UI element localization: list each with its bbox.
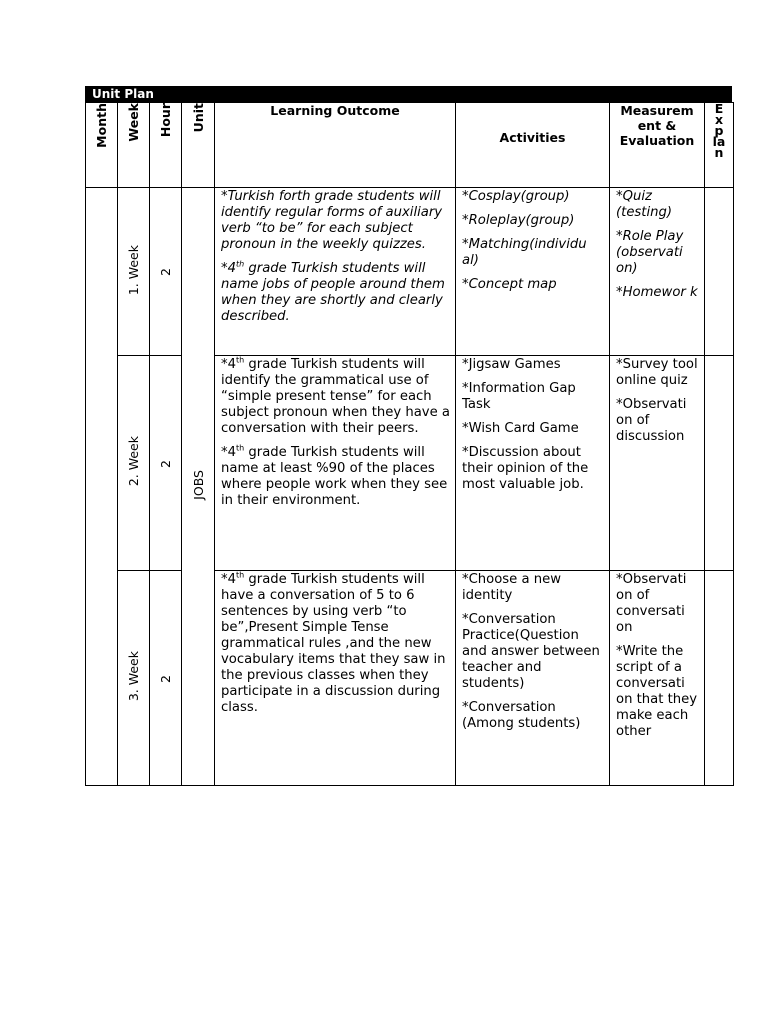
- month-cell: [86, 188, 118, 786]
- header-learning-outcome: Learning Outcome: [215, 103, 456, 188]
- hour-cell: 2: [150, 356, 182, 571]
- explanation-cell: [705, 188, 734, 356]
- activities-cell: [456, 571, 610, 786]
- hour-cell: 2: [150, 571, 182, 786]
- header-month: Month: [86, 103, 118, 188]
- list-item: *Role Play (observati on): [616, 229, 684, 276]
- list-item: *Conversation Practice(Question and answer between teacher and students): [462, 612, 600, 691]
- measurement-cell: [610, 571, 705, 786]
- list-item: *Quiz (testing): [616, 189, 673, 220]
- learning-outcome-item: *4th grade Turkish students will have a conversation of 5 to 6 sentences by using verb “to be”,Present Simple Tense grammatical rules ,and the new vocabulary items that they saw in the previous classes when they participate in a discussion during class.: [221, 570, 446, 715]
- explanation-letter: n: [714, 145, 724, 160]
- list-item: *Homewor k: [616, 285, 698, 300]
- outcome-cell: [215, 571, 456, 786]
- unit-plan-title: Unit Plan: [85, 86, 732, 102]
- list-item: *Wish Card Game: [462, 421, 579, 436]
- list-item: *Observati on of discussion: [616, 397, 687, 444]
- list-item: *Discussion about their opinion of the most valuable job.: [462, 445, 589, 492]
- list-item: *Matching(individu al): [462, 237, 587, 268]
- week-cell: 2. Week: [118, 356, 150, 571]
- list-item: *Concept map: [462, 277, 557, 292]
- learning-outcome-item: *4th grade Turkish students will name at least %90 of the places where people work when they see in their environment.: [221, 443, 448, 508]
- explanation-letter: E: [714, 101, 724, 116]
- header-week: Week: [118, 103, 150, 188]
- list-item: *Observati on of conversati on: [616, 572, 687, 635]
- header-measurement: Measurem ent & Evaluation: [610, 103, 705, 188]
- activities-cell: [456, 356, 610, 571]
- explanation-letter: la: [712, 134, 726, 149]
- hour-cell: 2: [150, 188, 182, 356]
- week-cell: 3. Week: [118, 571, 150, 786]
- learning-outcome-item: *4th grade Turkish students will identify the grammatical use of “simple present tense” for each subject pronoun when they have a conversation with their peers.: [221, 355, 450, 436]
- measurement-cell: [610, 188, 705, 356]
- list-item: *Information Gap Task: [462, 381, 576, 412]
- list-item: *Cosplay(group): [462, 189, 570, 204]
- header-hour: Hour: [150, 103, 182, 188]
- learning-outcome-item: *Turkish forth grade students will identify regular forms of auxiliary verb “to be” for each subject pronoun in the weekly quizzes.: [221, 189, 443, 252]
- list-item: *Survey tool online quiz: [616, 357, 698, 388]
- activities-cell: [456, 188, 610, 356]
- outcome-cell: [215, 356, 456, 571]
- learning-outcome-item: *4th grade Turkish students will name jobs of people around them when they are shortly and clearly described.: [221, 259, 445, 324]
- list-item: *Write the script of a conversati on that they make each other: [616, 644, 698, 739]
- week-cell: 1. Week: [118, 188, 150, 356]
- header-row: [86, 103, 734, 188]
- explanation-letter: p: [714, 123, 724, 138]
- measurement-cell: [610, 356, 705, 571]
- header-activities: Activities: [456, 103, 610, 188]
- list-item: *Jigsaw Games: [462, 357, 561, 372]
- unit-plan-table: [85, 102, 734, 786]
- explanation-letter: x: [714, 112, 724, 127]
- list-item: *Roleplay(group): [462, 213, 575, 228]
- list-item: *Choose a new identity: [462, 572, 562, 603]
- header-unit: Unit: [182, 103, 215, 188]
- header-explanation: [705, 103, 734, 188]
- unit-cell: JOBS: [182, 188, 215, 786]
- explanation-cell: [705, 356, 734, 571]
- list-item: *Conversation (Among students): [462, 700, 581, 731]
- explanation-cell: [705, 571, 734, 786]
- outcome-cell: [215, 188, 456, 356]
- table-row: [86, 188, 734, 356]
